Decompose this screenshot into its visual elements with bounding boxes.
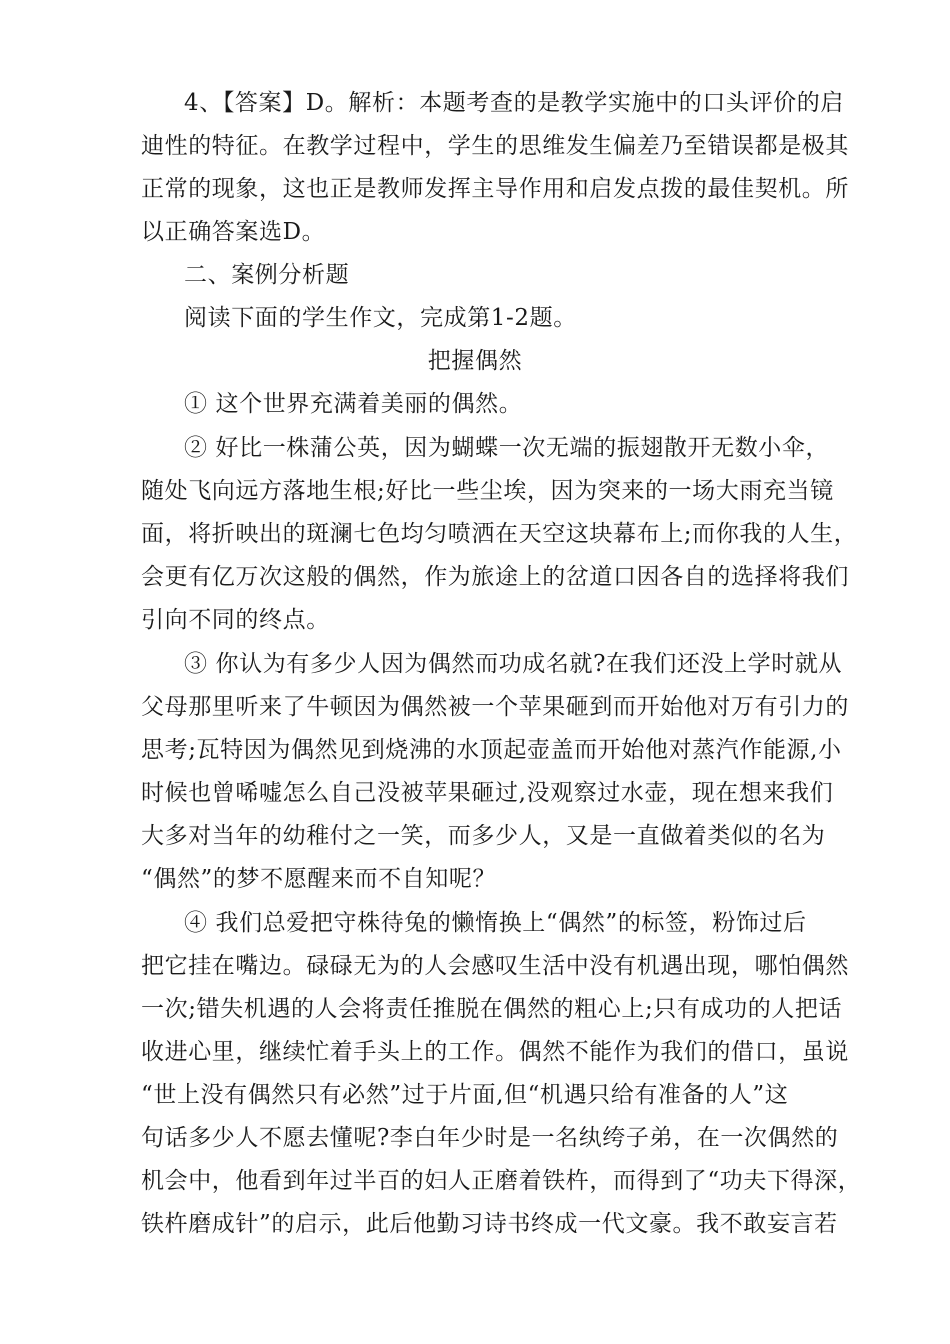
essay-para4-line-8: 铁杵磨成针”的启示，此后他勤习诗书终成一代文豪。我不敢妄言若	[141, 1211, 838, 1237]
essay-para4-line-2: 把它挂在嘴边。碌碌无为的人会感叹生活中没有机遇出现，哪怕偶然	[141, 953, 849, 979]
answer4-line-1: 4、【答案】D。解析：本题考查的是教学实施中的口头评价的启	[184, 90, 844, 116]
essay-para3-line-5: 大多对当年的幼稚付之一笑，而多少人，又是一直做着类似的名为	[141, 823, 826, 849]
essay-para3-line-3: 思考;瓦特因为偶然见到烧沸的水顶起壶盖而开始他对蒸汽作能源,小	[141, 737, 842, 763]
essay-para1-line-1: ① 这个世界充满着美丽的偶然。	[184, 391, 523, 417]
answer4-line-3: 正常的现象，这也正是教师发挥主导作用和启发点拨的最佳契机。所	[141, 176, 849, 202]
essay-para2-line-4: 会更有亿万次这般的偶然，作为旅途上的岔道口因各自的选择将我们	[141, 564, 849, 590]
essay-para2-line-1: ② 好比一株蒲公英，因为蝴蝶一次无端的振翅散开无数小伞，	[184, 435, 830, 461]
section-heading: 二、案例分析题	[184, 262, 350, 288]
answer4-line-2: 迪性的特征。在教学过程中，学生的思维发生偏差乃至错误都是极其	[141, 133, 849, 159]
essay-para3-line-2: 父母那里听来了牛顿因为偶然被一个苹果砸到而开始他对万有引力的	[141, 694, 849, 720]
essay-para2-line-5: 引向不同的终点。	[141, 607, 330, 633]
essay-para4-line-3: 一次;错失机遇的人会将责任推脱在偶然的粗心上;只有成功的人把话	[141, 996, 843, 1022]
instruction-text: 阅读下面的学生作文，完成第1-2题。	[184, 305, 577, 331]
essay-para3-line-6: “偶然”的梦不愿醒来而不自知呢？	[141, 866, 497, 892]
essay-para2-line-3: 面，将折映出的斑澜七色均匀喷洒在天空这块幕布上;而你我的人生，	[141, 521, 858, 547]
essay-para3-line-4: 时候也曾唏嘘怎么自己没被苹果砸过,没观察过水壶，现在想来我们	[141, 780, 834, 806]
essay-para4-line-5: “世上没有偶然只有必然”过于片面,但“机遇只给有准备的人”这	[141, 1082, 789, 1108]
essay-para4-line-4: 收进心里，继续忙着手头上的工作。偶然不能作为我们的借口，虽说	[141, 1039, 849, 1065]
answer4-line-4: 以正确答案选D。	[141, 219, 326, 245]
essay-title: 把握偶然	[427, 348, 523, 374]
essay-para4-line-7: 机会中，他看到年过半百的妇人正磨着铁杵，而得到了“功夫下得深，	[141, 1168, 862, 1194]
essay-para4-line-1: ④ 我们总爱把守株待兔的懒惰换上“偶然”的标签，粉饰过后	[184, 910, 807, 936]
essay-para3-line-1: ③ 你认为有多少人因为偶然而功成名就?在我们还没上学时就从	[184, 651, 843, 677]
essay-para2-line-2: 随处飞向远方落地生根;好比一些尘埃，因为突来的一场大雨充当镜	[141, 478, 834, 504]
essay-para4-line-6: 句话多少人不愿去懂呢?李白年少时是一名纨绔子弟，在一次偶然的	[141, 1125, 839, 1151]
